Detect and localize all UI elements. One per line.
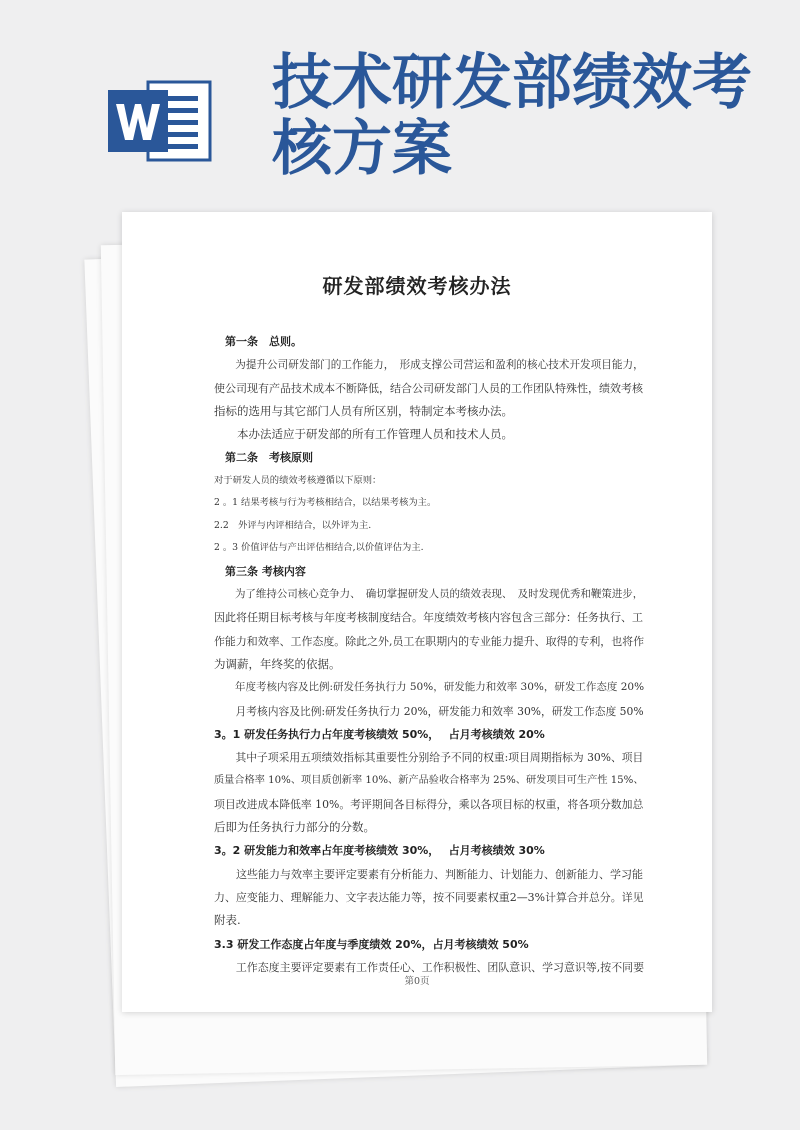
- page-number: 第0页: [404, 976, 430, 987]
- section-heading: 3。2 研发能力和效率占年度考核绩效 30%， 占月考核绩效 30%: [214, 844, 545, 858]
- paragraph-line: 为提升公司研发部门的工作能力， 形成支撑公司营运和盈利的核心技术开发项目能力，: [235, 358, 644, 372]
- paragraph-line: 为了维持公司核心竞争力、 确切掌握研发人员的绩效表现、 及时发现优秀和鞭策进步，: [234, 588, 644, 601]
- paragraph-line: 2 。3 价值评估与产出评估相结合,以价值评估为主.: [214, 542, 424, 554]
- paragraph-line: 后即为任务执行力部分的分数。: [214, 820, 375, 835]
- header-banner: [0, 0, 800, 200]
- paragraph-line: 月考核内容及比例:研发任务执行力 20%，研发能力和效率 30%，研发工作态度 50%: [235, 704, 644, 718]
- headline-title: [272, 50, 772, 182]
- paragraph-line: 这些能力与效率主要评定要素有分析能力、判断能力、计划能力、创新能力、学习能: [236, 867, 644, 881]
- headline-line-2: 核方案: [272, 114, 452, 184]
- section-heading: 第二条 考核原则: [225, 451, 313, 465]
- paragraph-line: 2 。1 结果考核与行为考核相结合，以结果考核为主。: [214, 497, 437, 509]
- paragraph-line: 2.2 外评与内评相结合，以外评为主.: [214, 519, 372, 531]
- document-body: [214, 330, 644, 979]
- paragraph-line: 指标的选用与其它部门人员有所区别，特制定本考核办法。: [214, 403, 513, 418]
- paragraph-line: 项目改进成本降低率 10%。考评期间各目标得分，乘以各项目标的权重，将各项分数加总: [214, 797, 644, 811]
- paragraph-line: 其中子项采用五项绩效指标其重要性分别给予不同的权重:项目周期指标为 30%、项目: [235, 751, 644, 765]
- document-page: [122, 212, 712, 1012]
- paragraph-line: 力、应变能力、理解能力、文字表达能力等，按不同要素权重2—3%计算合并总分。详见: [214, 890, 644, 904]
- section-heading: 3。1 研发任务执行力占年度考核绩效 50%， 占月考核绩效 20%: [214, 727, 545, 741]
- document-title: 研发部绩效考核办法: [322, 274, 512, 298]
- paragraph-line: 本办法适应于研发部的所有工作管理人员和技术人员。: [237, 427, 513, 442]
- word-document-icon: [108, 78, 214, 164]
- paragraph-line: 对于研发人员的绩效考核遵循以下原则：: [214, 474, 382, 486]
- paragraph-line: 工作态度主要评定要素有工作责任心、工作积极性、团队意识、学习意识等,按不同要: [235, 960, 645, 974]
- headline-line-1: 技术研发部绩效考: [272, 48, 752, 118]
- paragraph-line: 为调薪，年终奖的依据。: [214, 656, 341, 671]
- section-heading: 第一条 总则。: [225, 335, 302, 348]
- paragraph-line: 附表.: [214, 913, 241, 928]
- paragraph-line: 因此将任期目标考核与年度考核制度结合。年度绩效考核内容包含三部分：任务执行、工: [214, 611, 643, 625]
- section-heading: 第三条 考核内容: [225, 564, 306, 578]
- paragraph-line: 年度考核内容及比例:研发任务执行力 50%，研发能力和效率 30%，研发工作态度 20%: [235, 681, 645, 694]
- section-heading: 3.3 研发工作态度占年度与季度绩效 20%，占月考核绩效 50%: [214, 937, 529, 951]
- paragraph-line: 使公司现有产品技术成本不断降低，结合公司研发部门人员的工作团队特殊性，绩效考核: [214, 381, 643, 395]
- paragraph-line: 质量合格率 10%、项目质创新率 10%、新产品验收合格率为 25%、研发项目可生产性 15%、: [214, 775, 644, 787]
- paragraph-line: 作能力和效率、工作态度。除此之外,员工在职期内的专业能力提升、取得的专利，也将作: [214, 634, 645, 648]
